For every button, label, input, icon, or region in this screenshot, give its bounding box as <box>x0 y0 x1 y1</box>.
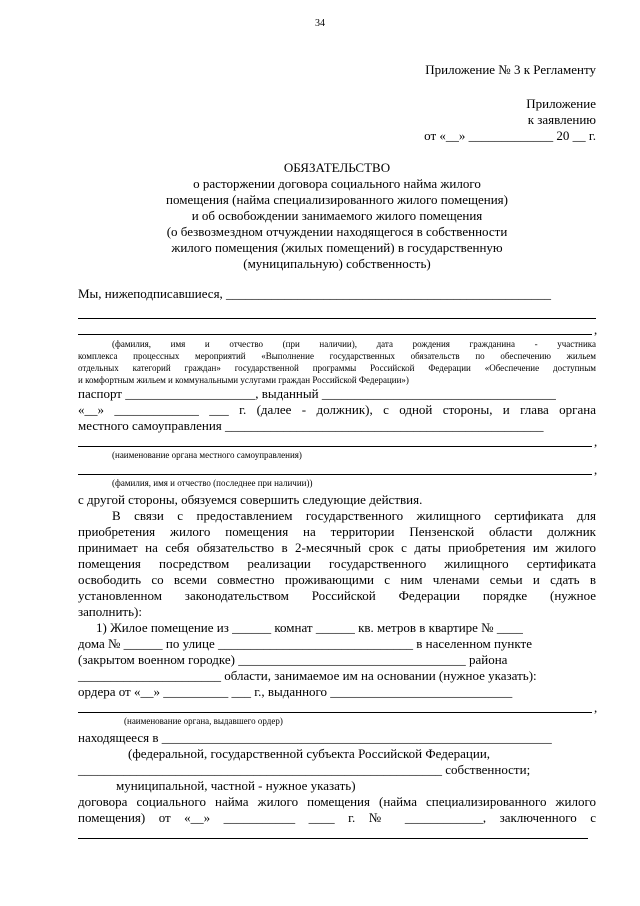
blank-line <box>78 318 596 319</box>
blank-line <box>78 712 592 713</box>
paragraph-line: помещения посредством реализации государственного жилищного сертификата <box>78 556 596 571</box>
municipal-line: муниципальной, частной - нужное указать) <box>116 778 356 793</box>
paragraph-line: установленном законодательством Российской Федерации порядке (нужное <box>78 588 596 603</box>
item1-line: (закрытом военном городке) ___________________________________ района <box>78 652 508 667</box>
appendix-label: Приложение № 3 к Регламенту <box>425 62 596 77</box>
item1-line: ордера от «__» __________ ___ г., выданного ____________________________ <box>78 684 513 699</box>
located-in-line: находящееся в ____________________________________________________________ <box>78 730 552 745</box>
caption-citizen: отдельных категорий граждан» государственной программы Российской Федерации «Обеспечение доступным <box>78 363 596 373</box>
caption-order: (наименование органа, выдавшего ордер) <box>124 716 283 726</box>
page-number: 34 <box>315 18 325 29</box>
line-comma: , <box>594 322 598 337</box>
paragraph-line: принимает на себя обязательство в 2-месячный срок с даты приобретения им жилого <box>78 540 596 555</box>
date-debtor-line: «__» _____________ ___ г. (далее - должник), с одной стороны, и глава органа <box>78 402 596 417</box>
federal-line: (федеральной, государственной субъекта Российской Федерации, <box>128 746 491 761</box>
blank-line <box>78 334 592 335</box>
blank-line <box>78 838 588 839</box>
document-heading: ОБЯЗАТЕЛЬСТВО <box>283 160 391 175</box>
paragraph-line: В связи с предоставлением государственного жилищного сертификата для <box>112 508 596 523</box>
caption-citizen: комплекса процессных мероприятий «Выполнение государственных обязательств по обеспечению жильем <box>78 351 596 361</box>
item1-line: дома № ______ по улице ______________________________ в населенном пункте <box>78 636 532 651</box>
contract-line: договора социального найма жилого помещения (найма специализированного жилого <box>78 794 596 809</box>
title-line: и об освобождении занимаемого жилого помещения <box>191 208 483 223</box>
line-comma: , <box>594 700 598 715</box>
blank-line <box>78 446 592 447</box>
contract-line: помещения) от «__» ___________ ____ г. № ____________, заключенного с <box>78 810 596 825</box>
passport-line: паспорт ____________________, выданный ____________________________________ <box>78 386 556 401</box>
local-gov-line: местного самоуправления _________________________________________________ <box>78 418 544 433</box>
line-comma: , <box>594 462 598 477</box>
caption-citizen: и комфортным жильем и коммунальными услугами граждан Российской Федерации») <box>78 375 409 385</box>
title-line: жилого помещения (жилых помещений) в государственную <box>171 240 503 255</box>
blank-line <box>78 474 592 475</box>
caption-local-gov: (наименование органа местного самоуправления) <box>112 450 302 460</box>
other-side-line: с другой стороны, обязуемся совершить следующие действия. <box>78 492 423 507</box>
item1-line: ______________________ области, занимаемое им на основании (нужное указать): <box>78 668 537 683</box>
item1-line: 1) Жилое помещение из ______ комнат ______ кв. метров в квартире № ____ <box>96 620 523 635</box>
application-label-2: к заявлению <box>527 112 596 127</box>
title-line: о расторжении договора социального найма жилого <box>193 176 481 191</box>
paragraph-line: приобретения жилого помещения на территории Пензенской области должник <box>78 524 596 539</box>
application-date: от «__» _____________ 20 __ г. <box>424 128 596 143</box>
line-comma: , <box>594 434 598 449</box>
title-line: (муниципальную) собственность) <box>243 256 431 271</box>
we-signed-line: Мы, нижеподписавшиеся, __________________________________________________ <box>78 286 552 301</box>
title-line: помещения (найма специализированного жилого помещения) <box>166 192 508 207</box>
ownership-line: ________________________________________________________ собственности; <box>78 762 531 777</box>
paragraph-line: освободить со всеми совместно проживающими с ним членами семьи и сдать в <box>78 572 596 587</box>
caption-fio: (фамилия, имя и отчество (последнее при наличии)) <box>112 478 313 488</box>
paragraph-line: заполнить): <box>78 604 142 619</box>
title-line: (о безвозмездном отчуждении находящегося в собственности <box>166 224 508 239</box>
caption-citizen: (фамилия, имя и отчество (при наличии), дата рождения гражданина - участника <box>112 339 596 349</box>
application-label: Приложение <box>526 96 596 111</box>
